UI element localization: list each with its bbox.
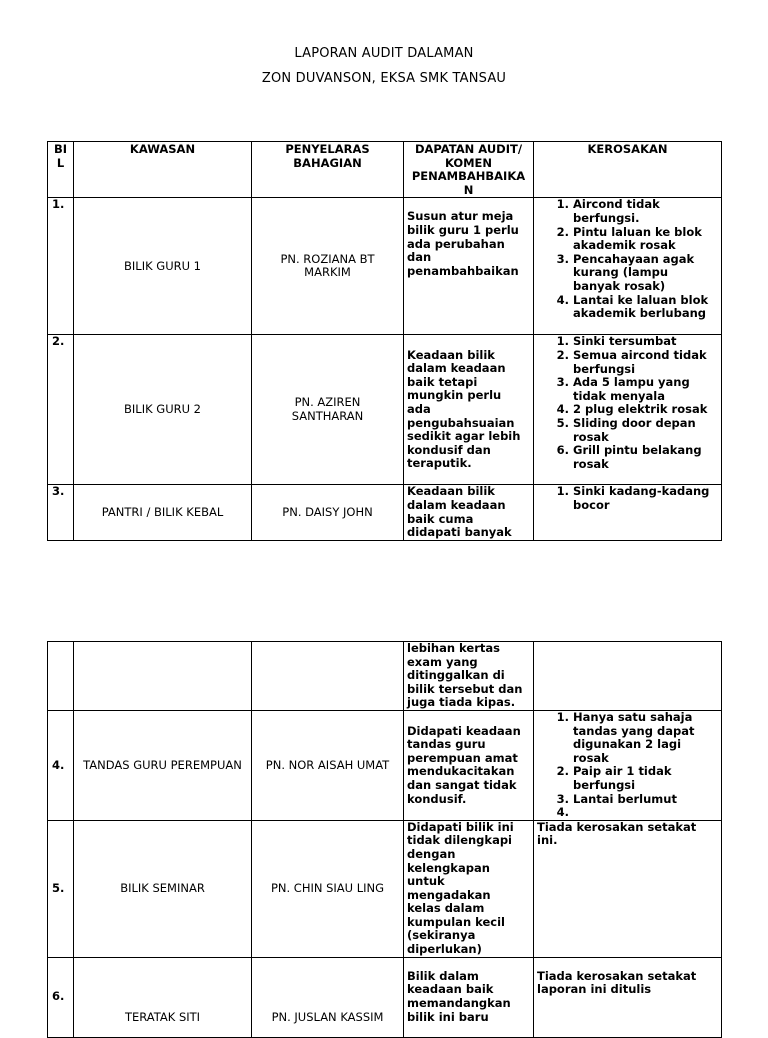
- dapatan-cell: Didapati bilik ini tidak dilengkapi dengan kelengkapan untuk mengadakan kelas dalam kumpulan kecil (sekiranya diperlukan): [404, 820, 534, 957]
- audit-table-page2: [47, 641, 722, 1038]
- report-subtitle: ZON DUVANSON, EKSA SMK TANSAU: [261, 71, 507, 86]
- list-item: 5. Sliding door depan rosak: [573, 417, 718, 444]
- table-row: [48, 710, 722, 820]
- row-number: [48, 642, 74, 711]
- list-item: 3. Lantai berlumut: [573, 793, 718, 807]
- kawasan-cell: TERATAK SITI: [74, 957, 252, 1037]
- list-item: 3. Pencahayaan agak kurang (lampu banyak rosak): [573, 253, 718, 294]
- list-item: 3. Ada 5 lampu yang tidak menyala: [573, 376, 718, 403]
- penyelaras-cell: [252, 642, 404, 711]
- table-row: [48, 485, 722, 540]
- header-kawasan: KAWASAN: [74, 142, 252, 198]
- row-number: 3.: [48, 485, 74, 540]
- penyelaras-cell: PN. CHIN SIAU LING: [252, 820, 404, 957]
- penyelaras-cell: PN. NOR AISAH UMAT: [252, 710, 404, 820]
- kerosakan-list: [534, 711, 718, 820]
- kerosakan-cell: [534, 485, 722, 540]
- kawasan-cell: TANDAS GURU PEREMPUAN: [74, 710, 252, 820]
- table-row: [48, 198, 722, 335]
- kerosakan-list: [534, 198, 718, 320]
- dapatan-cell: lebihan kertas exam yang ditinggalkan di bilik tersebut dan juga tiada kipas.: [404, 642, 534, 711]
- dapatan-cell: Didapati keadaan tandas guru perempuan amat mendukacitakan dan sangat tidak kondusif.: [404, 710, 534, 820]
- row-number: 1.: [48, 198, 74, 335]
- list-item: 6. Grill pintu belakang rosak: [573, 444, 718, 471]
- list-item: 4. 2 plug elektrik rosak: [573, 403, 718, 417]
- dapatan-cell: Bilik dalam keadaan baik memandangkan bilik ini baru: [404, 957, 534, 1037]
- table-row: [48, 642, 722, 711]
- table-header-row: [48, 142, 722, 198]
- list-item: 1. Sinki tersumbat: [573, 335, 718, 349]
- list-item: 4. Lantai ke laluan blok akademik berlubang: [573, 294, 718, 321]
- header-bil: BI L: [48, 142, 74, 198]
- kerosakan-list: [534, 335, 718, 471]
- kerosakan-cell: [534, 710, 722, 820]
- dapatan-cell: Susun atur meja bilik guru 1 perlu ada perubahan dan penambahbaikan: [404, 198, 534, 335]
- penyelaras-cell: PN. ROZIANA BT MARKIM: [252, 198, 404, 335]
- report-title: LAPORAN AUDIT DALAMAN: [294, 46, 474, 61]
- row-number: 6.: [48, 957, 74, 1037]
- penyelaras-cell: PN. DAISY JOHN: [252, 485, 404, 540]
- row-number: 4.: [48, 710, 74, 820]
- list-item: 1. Sinki kadang-kadang bocor: [573, 485, 718, 512]
- kawasan-cell: [74, 642, 252, 711]
- list-item: 2. Semua aircond tidak berfungsi: [573, 349, 718, 376]
- dapatan-cell: Keadaan bilik dalam keadaan baik cuma didapati banyak: [404, 485, 534, 540]
- kawasan-cell: BILIK SEMINAR: [74, 820, 252, 957]
- penyelaras-cell: PN. AZIREN SANTHARAN: [252, 335, 404, 485]
- dapatan-cell: Keadaan bilik dalam keadaan baik tetapi mungkin perlu ada pengubahsuaian sedikit agar lebih kondusif dan teraputik.: [404, 335, 534, 485]
- table-row: [48, 335, 722, 485]
- row-number: 2.: [48, 335, 74, 485]
- table-row: [48, 820, 722, 957]
- kerosakan-cell: [534, 642, 722, 711]
- header-dapatan: DAPATAN AUDIT/ KOMEN PENAMBAHBAIKA N: [404, 142, 534, 198]
- kawasan-cell: BILIK GURU 2: [74, 335, 252, 485]
- list-item: 1. Hanya satu sahaja tandas yang dapat digunakan 2 lagi rosak: [573, 711, 718, 765]
- header-kerosakan: KEROSAKAN: [534, 142, 722, 198]
- kerosakan-cell: Tiada kerosakan setakat ini.: [534, 820, 722, 957]
- list-item: 1. Aircond tidak berfungsi.: [573, 198, 718, 225]
- penyelaras-cell: PN. JUSLAN KASSIM: [252, 957, 404, 1037]
- list-item: [573, 806, 718, 820]
- kawasan-cell: PANTRI / BILIK KEBAL: [74, 485, 252, 540]
- kerosakan-list: [534, 485, 718, 512]
- table-row: [48, 957, 722, 1037]
- kerosakan-cell: [534, 198, 722, 335]
- audit-table-page1: [47, 141, 722, 541]
- kerosakan-cell: [534, 335, 722, 485]
- kerosakan-cell: Tiada kerosakan setakat laporan ini ditulis: [534, 957, 722, 1037]
- kawasan-cell: BILIK GURU 1: [74, 198, 252, 335]
- list-item: 2. Pintu laluan ke blok akademik rosak: [573, 226, 718, 253]
- list-item: 2. Paip air 1 tidak berfungsi: [573, 765, 718, 792]
- row-number: 5.: [48, 820, 74, 957]
- header-penyelaras: PENYELARAS BAHAGIAN: [252, 142, 404, 198]
